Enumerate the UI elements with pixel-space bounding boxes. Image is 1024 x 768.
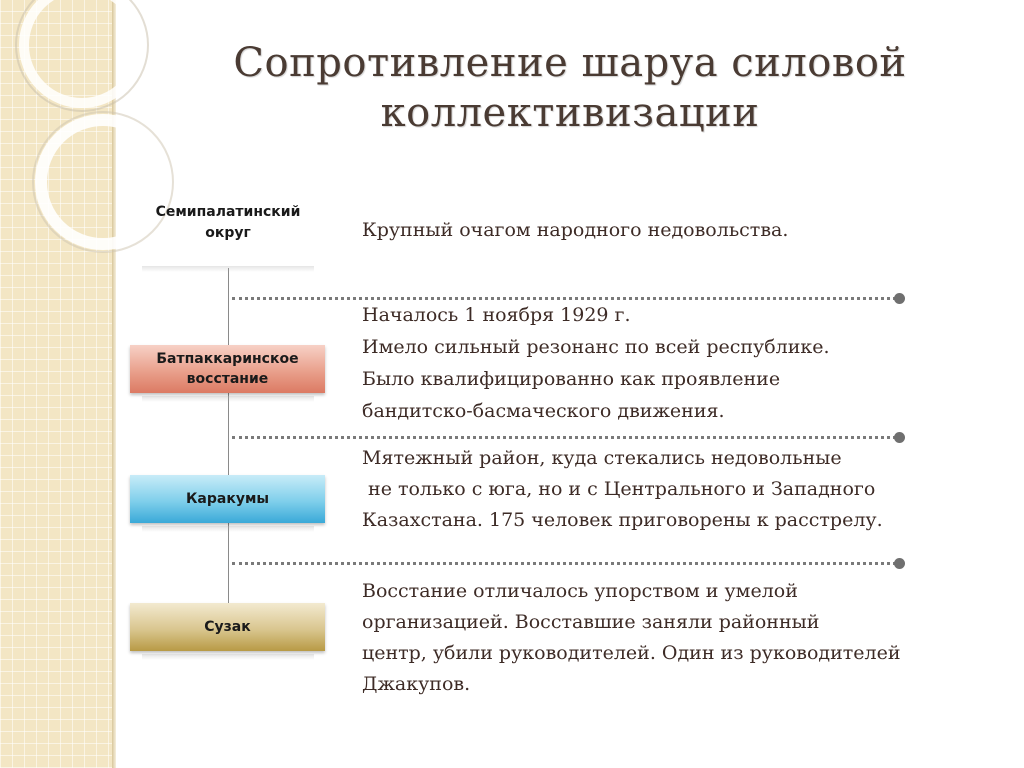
separator-dot-3 (894, 558, 905, 569)
node-batpakkara-line-1: Батпаккаринское (156, 351, 299, 367)
node-semipalatinsk-line-1: Семипалатинский (155, 204, 301, 220)
description-line: не только с юга, но и с Центрального и Западного (362, 478, 876, 500)
node-semipalatinsk-reflection (142, 266, 314, 272)
description-line: Имело сильный резонанс по всей республике. (362, 336, 830, 358)
description-line: Было квалифицированно как проявление (362, 368, 781, 390)
description-line: Мятежный район, куда стекались недовольные (362, 447, 842, 469)
description-line: Началось 1 ноября 1929 г. (362, 304, 631, 326)
node-semipalatinsk (142, 202, 314, 244)
description-line: Восстание отличалось упорством и умелой (362, 580, 798, 602)
description-line: Казахстана. 175 человек приговорены к расстрелу. (362, 509, 883, 531)
description-line: организацией. Восставшие заняли районный (362, 611, 820, 633)
node-batpakkara (130, 345, 325, 393)
node-suzak-reflection (142, 654, 314, 660)
node-karakumy-reflection (142, 526, 314, 532)
node-batpakkara-line-2: восстание (186, 371, 269, 387)
timeline-vertical-line (228, 268, 229, 650)
description-semipalatinsk (362, 216, 1002, 244)
description-line: бандитско-басмаческого движения. (362, 400, 725, 422)
description-line: Джакупов. (362, 673, 471, 695)
description-line: Крупный очагом народного недовольства. (362, 219, 789, 241)
node-batpakkara-reflection (142, 396, 314, 402)
node-suzak-label: Сузак (204, 619, 251, 635)
separator-dot-2 (894, 432, 905, 443)
description-suzak (362, 576, 1002, 700)
title-line-1: Сопротивление шаруа силовой (233, 40, 907, 86)
separator-dotted-3 (232, 562, 896, 565)
separator-dotted-2 (232, 436, 896, 439)
node-suzak (130, 603, 325, 651)
page-title (140, 38, 1000, 138)
description-line: центр, убили руководителей. Один из руководителей (362, 642, 901, 664)
title-line-2: коллективизации (380, 90, 760, 136)
ring-large (24, 0, 140, 103)
node-karakumy-label: Каракумы (185, 491, 270, 507)
node-semipalatinsk-line-2: округ (205, 225, 251, 241)
description-karakumy (362, 443, 1002, 536)
node-karakumy (130, 475, 325, 523)
description-batpakkara (362, 299, 1002, 427)
